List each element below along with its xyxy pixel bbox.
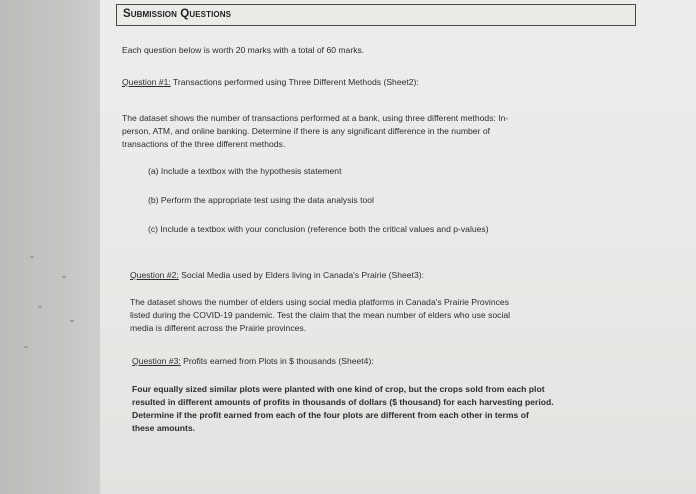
question-3-body-line: Determine if the profit earned from each of the four plots are different from each other in terms of xyxy=(132,410,529,420)
scan-mark xyxy=(24,346,28,348)
question-1-title: Transactions performed using Three Different Methods (Sheet2): xyxy=(170,77,419,87)
question-2-body-line: The dataset shows the number of elders using social media platforms in Canada's Prairie Provinces xyxy=(130,297,509,307)
question-3-body-line: Four equally sized similar plots were planted with one kind of crop, but the crops sold from each plot xyxy=(132,384,545,394)
background-margin xyxy=(0,0,104,494)
scan-mark xyxy=(30,256,34,258)
question-2-heading xyxy=(130,269,424,282)
question-3-body-line: resulted in different amounts of profits in thousands of dollars ($ thousand) for each harvesting period. xyxy=(132,397,554,407)
scan-mark xyxy=(70,320,74,322)
scan-mark xyxy=(62,276,66,278)
question-1-label: Question #1: xyxy=(122,77,171,87)
section-title: Submission Questions xyxy=(123,8,232,20)
question-2-label: Question #2: xyxy=(130,270,179,280)
scan-mark xyxy=(38,306,42,308)
question-3-label: Question #3: xyxy=(132,356,181,366)
section-header-box xyxy=(116,4,636,26)
question-2-title: Social Media used by Elders living in Canada's Prairie (Sheet3): xyxy=(178,270,424,280)
question-3-title: Profits earned from Plots in $ thousands (Sheet4): xyxy=(180,356,374,366)
question-3-body-line: these amounts. xyxy=(132,423,196,433)
question-1-body-line: The dataset shows the number of transactions performed at a bank, using three different methods: In- xyxy=(122,113,509,123)
question-1-body-line: person, ATM, and online banking. Determine if there is any significant difference in the number of xyxy=(122,126,490,136)
intro-text: Each question below is worth 20 marks with a total of 60 marks. xyxy=(122,45,365,55)
question-2-body-line: listed during the COVID-19 pandemic. Test the claim that the mean number of elders who use social xyxy=(130,310,511,320)
question-1-item-a: (a) Include a textbox with the hypothesis statement xyxy=(148,166,342,176)
question-1-body-line: transactions of the three different methods. xyxy=(122,139,286,149)
question-1-item-c: (c) Include a textbox with your conclusion (reference both the critical values and p-values) xyxy=(148,224,489,234)
question-1-heading xyxy=(122,76,419,89)
question-1-item-b: (b) Perform the appropriate test using the data analysis tool xyxy=(148,195,374,205)
document-page xyxy=(100,0,696,494)
question-3-heading xyxy=(132,355,374,368)
question-2-body-line: media is different across the Prairie provinces. xyxy=(130,323,307,333)
